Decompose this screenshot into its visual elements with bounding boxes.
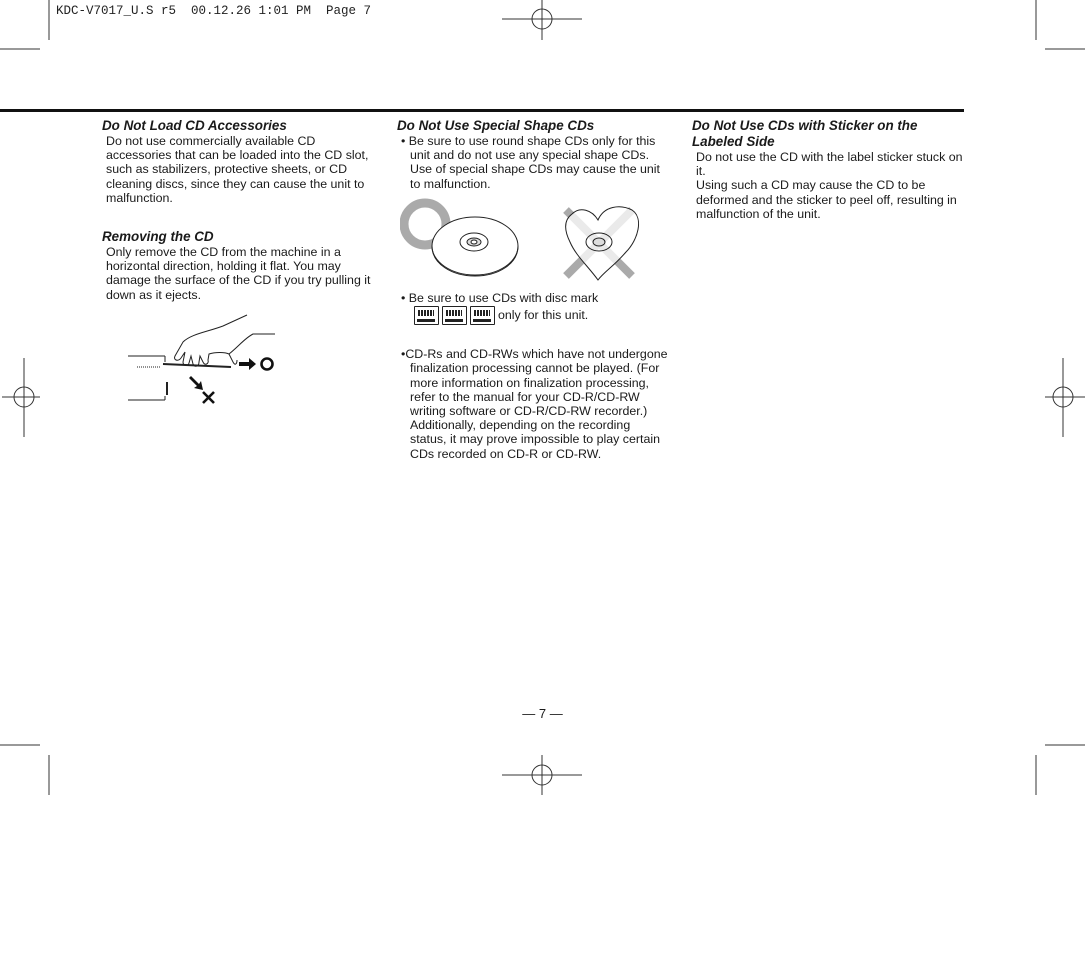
- disc-shape-illustration: [400, 196, 650, 282]
- bullet-cdr-finalization: •CD-Rs and CD-RWs which have not undergone finalization processing cannot be played. (For more information on finalization processing, refer to the manual for your CD-R/CD-RW writing software or CD-R/CD-RW recorder.) Additionally, depending on the recording status, it may prove impossible to play certain CDs recorded on CD-R or CD-RW.: [401, 347, 668, 461]
- arrow-right-icon: [239, 358, 256, 370]
- column-1: [102, 118, 374, 302]
- text-sticker-1: Do not use the CD with the label sticker stuck on it.: [696, 150, 963, 179]
- circle-ok-icon: [262, 359, 273, 370]
- round-disc-icon: [432, 217, 518, 276]
- bullet-disc-mark-line: [397, 306, 669, 325]
- cross-ng-icon: [203, 392, 214, 403]
- header-rule: [0, 109, 964, 112]
- column-2-lower: [397, 291, 669, 461]
- column-3: [692, 118, 964, 221]
- heading-no-accessories: Do Not Load CD Accessories: [102, 118, 287, 133]
- text-no-accessories: Do not use commercially available CD accessories that can be loaded into the CD slot, such as stabilizers, protective sheets, or CD cleaning discs, since they can cause the unit to malfunction.: [106, 134, 369, 205]
- bullet-round-shape: • Be sure to use round shape CDs only for this unit and do not use any special shape CDs. Use of special shape CDs may cause the unit to malfunction.: [401, 134, 661, 191]
- printer-slug: KDC-V7017_U.S r5 00.12.26 1:01 PM Page 7: [56, 4, 372, 18]
- text-removing-cd: Only remove the CD from the machine in a horizontal direction, holding it flat. You may damage the surface of the CD if you try pulling it down as it ejects.: [106, 245, 371, 302]
- bullet-disc-mark-intro: • Be sure to use CDs with disc mark: [401, 291, 599, 305]
- bullet-disc-mark-suffix: only for this unit.: [498, 307, 589, 322]
- text-sticker-2: Using such a CD may cause the CD to be deformed and the sticker to peel off, resulting in malfunction of the unit.: [696, 178, 957, 221]
- heading-special-shape: Do Not Use Special Shape CDs: [397, 118, 595, 133]
- heading-removing-cd: Removing the CD: [102, 229, 214, 245]
- compact-disc-logo-icon: [414, 306, 495, 325]
- arrow-down-icon: [189, 376, 203, 390]
- heading-sticker: Do Not Use CDs with Sticker on the Labeled Side: [692, 118, 918, 149]
- page-number: — 7 —: [522, 706, 563, 721]
- removing-cd-illustration: [125, 312, 285, 408]
- column-2: [397, 118, 669, 191]
